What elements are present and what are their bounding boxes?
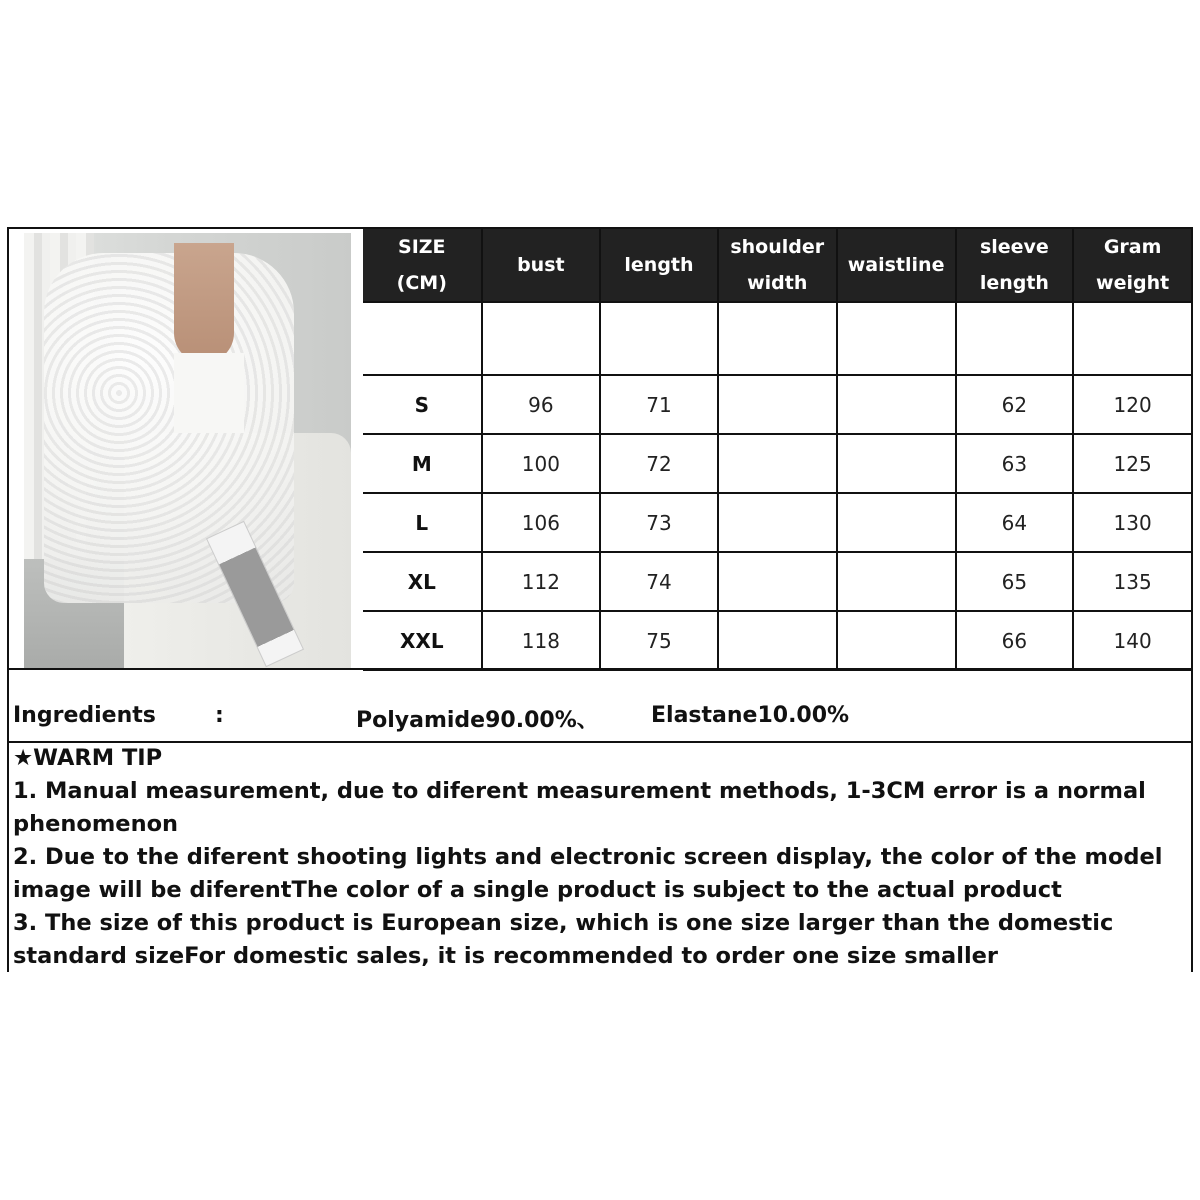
- cell-gram-weight: 130: [1073, 493, 1191, 552]
- cell-sleeve-length: 65: [956, 552, 1074, 611]
- table-header-row: [363, 229, 1191, 302]
- cell-length: 74: [600, 552, 718, 611]
- table-row: [363, 493, 1191, 552]
- model-neck: [174, 243, 234, 363]
- cell-shoulder-width: [718, 552, 837, 611]
- cell-waistline: [837, 493, 956, 552]
- header-length: length: [600, 229, 718, 302]
- cell-length: 73: [600, 493, 718, 552]
- material-polyamide: Polyamide90.00%、: [356, 708, 599, 733]
- size-table: [363, 229, 1191, 671]
- cell-sleeve-length: 64: [956, 493, 1074, 552]
- cell-sleeve-length: 62: [956, 375, 1074, 434]
- ingredients-label: Ingredients: [13, 703, 156, 728]
- table-row: [363, 434, 1191, 493]
- cell-waistline: [837, 375, 956, 434]
- cell-gram-weight: 135: [1073, 552, 1191, 611]
- warm-tip-title: ★WARM TIP: [13, 745, 163, 771]
- ingredients-separator: :: [215, 703, 224, 728]
- header-sleeve-length: sleeve length: [956, 229, 1074, 302]
- cell-size: L: [363, 493, 482, 552]
- cell-shoulder-width: [718, 302, 837, 375]
- warm-tip-section: [13, 742, 1188, 973]
- cell-waistline: [837, 611, 956, 670]
- cell-bust: [482, 302, 601, 375]
- cell-bust: 96: [482, 375, 601, 434]
- crop-top: [174, 353, 244, 433]
- product-photo: [24, 233, 351, 669]
- cell-shoulder-width: [718, 375, 837, 434]
- cell-bust: 106: [482, 493, 601, 552]
- cell-size: XXL: [363, 611, 482, 670]
- cell-shoulder-width: [718, 493, 837, 552]
- cell-size: M: [363, 434, 482, 493]
- cell-waistline: [837, 434, 956, 493]
- material-elastane: Elastane10.00%: [651, 703, 850, 728]
- header-size: SIZE (CM): [363, 229, 482, 302]
- header-shoulder-width: shoulder width: [718, 229, 837, 302]
- cell-sleeve-length: 66: [956, 611, 1074, 670]
- cell-shoulder-width: [718, 611, 837, 670]
- cell-sleeve-length: 63: [956, 434, 1074, 493]
- header-waistline: waistline: [837, 229, 956, 302]
- cell-size: S: [363, 375, 482, 434]
- cell-size: XL: [363, 552, 482, 611]
- cell-gram-weight: 125: [1073, 434, 1191, 493]
- cell-bust: 112: [482, 552, 601, 611]
- warm-tip-item: 1. Manual measurement, due to diferent measurement methods, 1-3CM error is a normal phenomenon: [13, 778, 1146, 837]
- cell-waistline: [837, 302, 956, 375]
- cell-gram-weight: [1073, 302, 1191, 375]
- divider: [9, 668, 1191, 670]
- header-bust: bust: [482, 229, 601, 302]
- cell-gram-weight: 140: [1073, 611, 1191, 670]
- ingredients-row: [13, 703, 1183, 739]
- cell-sleeve-length: [956, 302, 1074, 375]
- header-gram-weight: Gram weight: [1073, 229, 1191, 302]
- cell-gram-weight: 120: [1073, 375, 1191, 434]
- cell-bust: 100: [482, 434, 601, 493]
- cell-length: 75: [600, 611, 718, 670]
- cell-length: 72: [600, 434, 718, 493]
- cell-waistline: [837, 552, 956, 611]
- table-row: [363, 375, 1191, 434]
- table-row: [363, 552, 1191, 611]
- cell-bust: 118: [482, 611, 601, 670]
- size-chart-sheet: [7, 227, 1193, 972]
- warm-tip-item: 2. Due to the diferent shooting lights and electronic screen display, the color of the model image will be diferentThe color of a single product is subject to the actual product: [13, 844, 1163, 903]
- cell-length: 71: [600, 375, 718, 434]
- cell-size: [363, 302, 482, 375]
- table-row: [363, 302, 1191, 375]
- warm-tip-item: 3. The size of this product is European size, which is one size larger than the domestic standard sizeFor domestic sales, it is recommended to order one size smaller: [13, 910, 1114, 969]
- cell-length: [600, 302, 718, 375]
- table-row: [363, 611, 1191, 670]
- cell-shoulder-width: [718, 434, 837, 493]
